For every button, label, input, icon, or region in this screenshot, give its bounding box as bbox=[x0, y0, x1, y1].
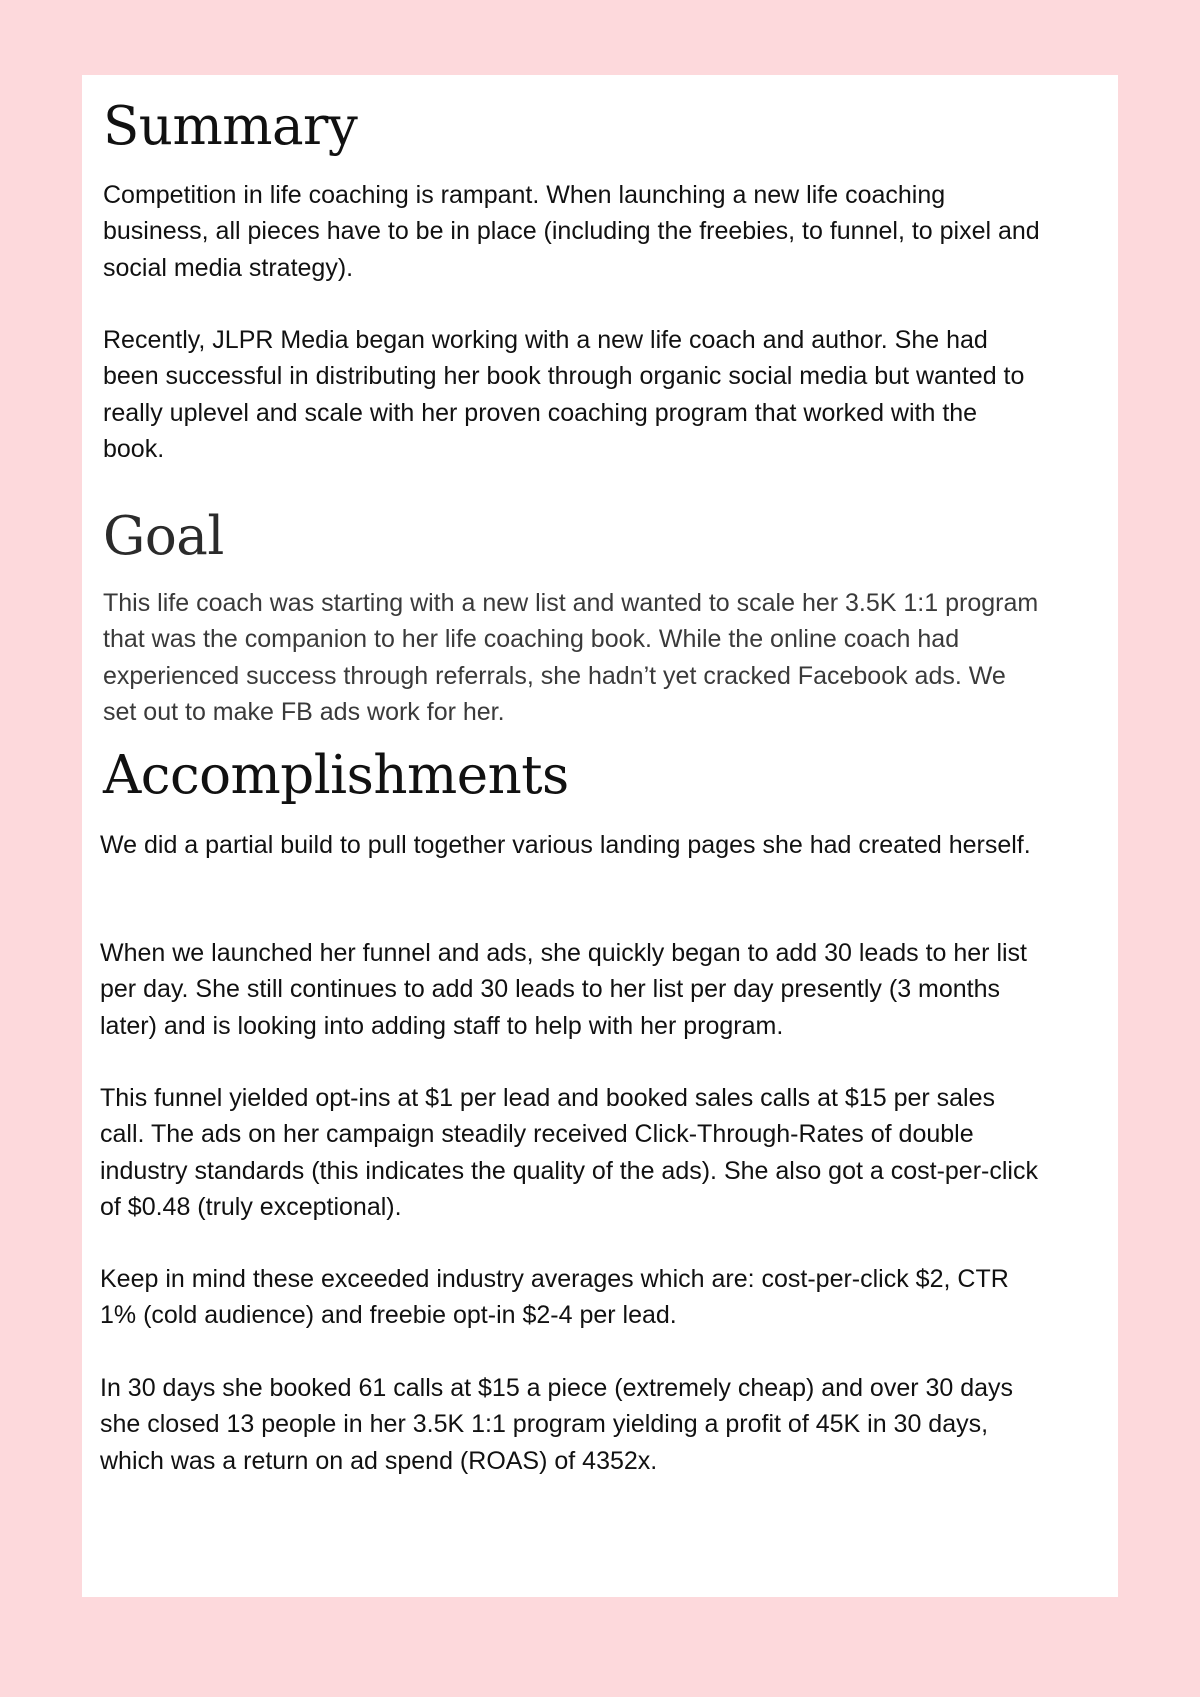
summary-paragraph-1: Competition in life coaching is rampant. When launching a new life coaching business, all pieces have to be in place (including the freebies, to funnel, to pixel and social media strategy). bbox=[103, 181, 1040, 282]
summary-paragraph-2: Recently, JLPR Media began working with a new life coach and author. She had been successful in distributing her book through organic social media but wanted to really uplevel and scale with her proven coaching program that worked with the book. bbox=[103, 326, 1025, 463]
goal-heading: Goal bbox=[103, 506, 224, 567]
accomplishments-paragraph-5: In 30 days she booked 61 calls at $15 a piece (extremely cheap) and over 30 days she closed 13 people in her 3.5K 1:1 program yielding a profit of 45K in 30 days, which was a return on ad spend (ROAS) of 4352x. bbox=[100, 1374, 1014, 1475]
goal-paragraph: This life coach was starting with a new list and wanted to scale her 3.5K 1:1 program that was the companion to her life coaching book. While the online coach had experienced success through referrals, she hadn’t yet cracked Facebook ads. We set out to make FB ads work for her. bbox=[103, 589, 1039, 726]
accomplishments-paragraph-3: This funnel yielded opt-ins at $1 per lead and booked sales calls at $15 per sales call. The ads on her campaign steadily received Click-Through-Rates of double industry standards (this indicates the quality of the ads). She also got a cost-per-click of $0.48 (truly exceptional). bbox=[100, 1084, 1038, 1221]
accomplishments-paragraph-1: We did a partial build to pull together various landing pages she had created herself. bbox=[100, 831, 1031, 859]
accomplishments-paragraph-4: Keep in mind these exceeded industry averages which are: cost-per-click $2, CTR 1% (cold audience) and freebie opt-in $2-4 per lead. bbox=[100, 1265, 1009, 1330]
accomplishments-paragraph-2: When we launched her funnel and ads, she quickly began to add 30 leads to her list per day. She still continues to add 30 leads to her list per day presently (3 months later) and is looking into adding staff to help with her program. bbox=[100, 939, 1028, 1040]
accomplishments-heading: Accomplishments bbox=[103, 745, 569, 806]
document-page bbox=[82, 75, 1118, 1597]
summary-heading: Summary bbox=[103, 96, 358, 157]
